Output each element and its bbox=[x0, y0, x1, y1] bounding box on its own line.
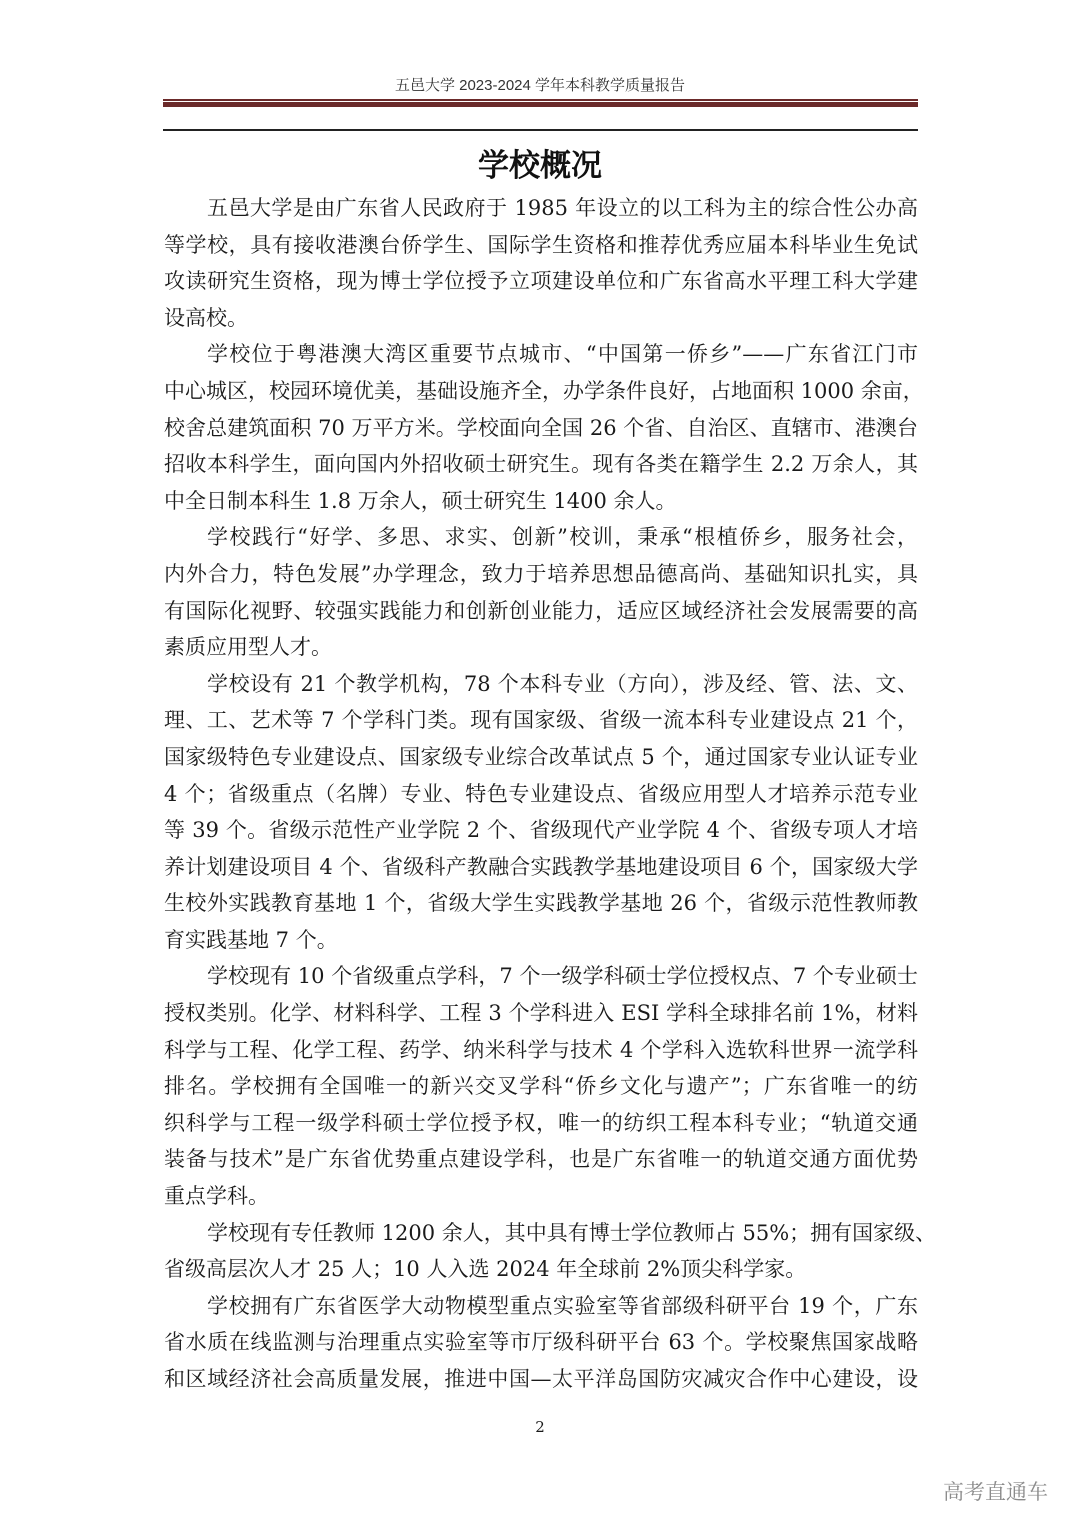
paragraph-line: 等学校，具有接收港澳台侨学生、国际学生资格和推荐优秀应届本科毕业生免试 bbox=[164, 232, 918, 257]
paragraph-line: 有国际化视野、较强实践能力和创新创业能力，适应区域经济社会发展需要的高 bbox=[164, 598, 918, 623]
paragraph-line: 育实践基地 7 个。 bbox=[164, 927, 338, 952]
paragraph-line: 学校践行“好学、多思、求实、创新”校训，秉承“根植侨乡，服务社会， bbox=[207, 525, 918, 550]
paragraph bbox=[164, 1288, 918, 1398]
paragraph bbox=[164, 666, 918, 959]
paragraph-line: 学校现有 10 个省级重点学科，7 个一级学科硕士学位授权点、7 个专业硕士 bbox=[207, 964, 918, 989]
paragraph-line: 理、工、艺术等 7 个学科门类。现有国家级、省级一流本科专业建设点 21 个， bbox=[164, 708, 918, 733]
paragraph-line: 校舍总建筑面积 70 万平方米。学校面向全国 26 个省、自治区、直辖市、港澳台 bbox=[164, 415, 918, 440]
watermark-text: 高考直通车 bbox=[943, 1480, 1048, 1504]
paragraph-line: 五邑大学是由广东省人民政府于 1985 年设立的以工科为主的综合性公办高 bbox=[207, 196, 918, 220]
paragraph-line: 中全日制本科生 1.8 万余人，硕士研究生 1400 余人。 bbox=[164, 488, 677, 513]
paragraph-line: 素质应用型人才。 bbox=[164, 635, 332, 660]
paragraph bbox=[164, 336, 924, 519]
paragraph-line: 装备与技术”是广东省优势重点建设学科，也是广东省唯一的轨道交通方面优势 bbox=[164, 1147, 918, 1172]
paragraph bbox=[164, 519, 918, 665]
paragraph-line: 学校拥有广东省医学大动物模型重点实验室等省部级科研平台 19 个，广东 bbox=[207, 1293, 918, 1318]
paragraph-line: 生校外实践教育基地 1 个，省级大学生实践教学基地 26 个，省级示范性教师教 bbox=[164, 891, 918, 916]
paragraph bbox=[164, 1215, 937, 1288]
paragraph-line: 等 39 个。省级示范性产业学院 2 个、省级现代产业学院 4 个、省级专项人才培 bbox=[164, 818, 918, 843]
paragraph-line: 4 个；省级重点（名牌）专业、特色专业建设点、省级应用型人才培养示范专业 bbox=[164, 781, 918, 806]
paragraph-line: 授权类别。化学、材料科学、工程 3 个学科进入 ESI 学科全球排名前 1%，材料 bbox=[164, 1001, 918, 1026]
paragraph-line: 织科学与工程一级学科硕士学位授予权，唯一的纺织工程本科专业；“轨道交通 bbox=[164, 1110, 918, 1135]
paragraph-line: 重点学科。 bbox=[164, 1184, 269, 1209]
paragraph-line: 国家级特色专业建设点、国家级专业综合改革试点 5 个，通过国家专业认证专业 bbox=[164, 744, 918, 769]
body-text bbox=[164, 190, 937, 1398]
paragraph-line: 学校现有专任教师 1200 余人，其中具有博士学位教师占 55%；拥有国家级、 bbox=[207, 1220, 937, 1245]
header-rule-thick bbox=[163, 102, 918, 107]
paragraph-line: 省级高层次人才 25 人；10 人入选 2024 年全球前 2%顶尖科学家。 bbox=[164, 1257, 807, 1282]
paragraph-line: 养计划建设项目 4 个、省级科产教融合实践教学基地建设项目 6 个，国家级大学 bbox=[164, 854, 918, 879]
running-header: 五邑大学 2023-2024 学年本科教学质量报告 bbox=[394, 77, 686, 94]
paragraph-line: 学校位于粤港澳大湾区重要节点城市、“中国第一侨乡”——广东省江门市 bbox=[207, 342, 918, 367]
paragraph-line: 攻读研究生资格，现为博士学位授予立项建设单位和广东省高水平理工科大学建 bbox=[164, 269, 918, 294]
paragraph-line: 学校设有 21 个教学机构，78 个本科专业（方向），涉及经、管、法、文、 bbox=[207, 671, 918, 696]
paragraph-line: 招收本科学生，面向国内外招收硕士研究生。现有各类在籍学生 2.2 万余人，其 bbox=[164, 452, 918, 477]
paragraph-line: 设高校。 bbox=[164, 305, 248, 330]
page-number: 2 bbox=[535, 1418, 545, 1436]
paragraph-line: 排名。学校拥有全国唯一的新兴交叉学科“侨乡文化与遗产”；广东省唯一的纺 bbox=[164, 1074, 918, 1099]
header-rule-thin bbox=[163, 99, 918, 101]
title-rule bbox=[163, 129, 918, 131]
paragraph-line: 科学与工程、化学工程、药学、纳米科学与技术 4 个学科入选软科世界一流学科 bbox=[164, 1037, 918, 1062]
paragraph bbox=[164, 958, 918, 1214]
paragraph bbox=[164, 190, 918, 336]
section-title: 学校概况 bbox=[478, 148, 602, 184]
paragraph-line: 省水质在线监测与治理重点实验室等市厅级科研平台 63 个。学校聚焦国家战略 bbox=[164, 1330, 918, 1355]
paragraph-line: 和区域经济社会高质量发展，推进中国—太平洋岛国防灾减灾合作中心建设，设 bbox=[164, 1367, 918, 1391]
paragraph-line: 中心城区，校园环境优美，基础设施齐全，办学条件良好，占地面积 1000 余亩， bbox=[164, 378, 924, 403]
paragraph-line: 内外合力，特色发展”办学理念，致力于培养思想品德高尚、基础知识扎实，具 bbox=[164, 561, 918, 586]
